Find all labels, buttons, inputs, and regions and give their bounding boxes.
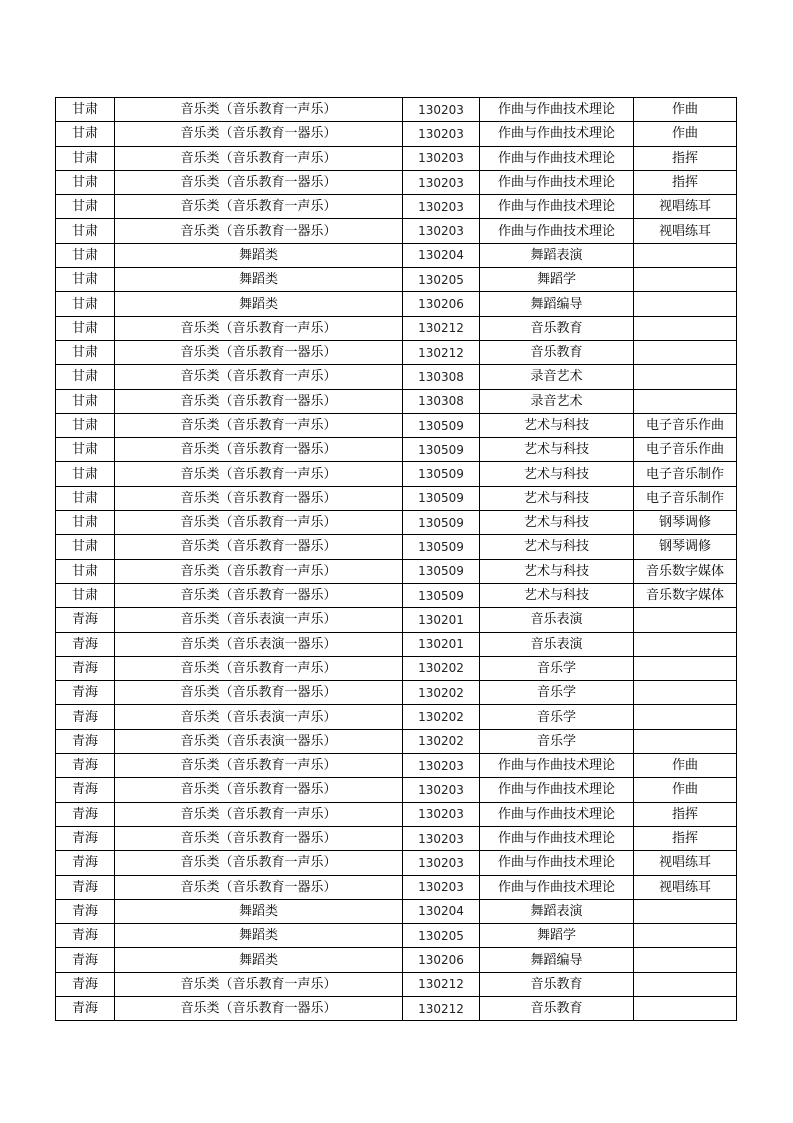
- category-cell: 音乐类（音乐教育一声乐）: [115, 851, 403, 875]
- direction-cell: 作曲: [634, 98, 737, 122]
- major-code-cell: 130203: [403, 826, 480, 850]
- direction-cell: [634, 608, 737, 632]
- major-code-cell: 130201: [403, 632, 480, 656]
- direction-cell: 音乐数字媒体: [634, 583, 737, 607]
- table-row: [56, 462, 737, 486]
- major-code-cell: 130203: [403, 122, 480, 146]
- province-cell: 甘肃: [56, 365, 115, 389]
- category-cell: 音乐类（音乐教育一声乐）: [115, 98, 403, 122]
- table-row: [56, 729, 737, 753]
- major-code-cell: 130212: [403, 972, 480, 996]
- province-cell: 青海: [56, 632, 115, 656]
- major-code-cell: 130203: [403, 802, 480, 826]
- province-cell: 青海: [56, 802, 115, 826]
- province-cell: 甘肃: [56, 316, 115, 340]
- table-row: [56, 972, 737, 996]
- major-code-cell: 130202: [403, 681, 480, 705]
- province-cell: 青海: [56, 851, 115, 875]
- province-cell: 甘肃: [56, 389, 115, 413]
- category-cell: 音乐类（音乐教育一声乐）: [115, 511, 403, 535]
- category-cell: 音乐类（音乐教育一器乐）: [115, 583, 403, 607]
- table-row: [56, 559, 737, 583]
- major-code-cell: 130202: [403, 656, 480, 680]
- major-name-cell: 音乐教育: [480, 996, 634, 1020]
- category-cell: 舞蹈类: [115, 948, 403, 972]
- major-name-cell: 作曲与作曲技术理论: [480, 170, 634, 194]
- category-cell: 音乐类（音乐表演一声乐）: [115, 705, 403, 729]
- category-cell: 舞蹈类: [115, 292, 403, 316]
- table-row: [56, 195, 737, 219]
- direction-cell: 音乐数字媒体: [634, 559, 737, 583]
- direction-cell: 作曲: [634, 754, 737, 778]
- table-row: [56, 924, 737, 948]
- direction-cell: [634, 996, 737, 1020]
- province-cell: 青海: [56, 996, 115, 1020]
- table-row: [56, 802, 737, 826]
- direction-cell: 指挥: [634, 802, 737, 826]
- major-name-cell: 作曲与作曲技术理论: [480, 875, 634, 899]
- major-name-cell: 艺术与科技: [480, 535, 634, 559]
- province-cell: 青海: [56, 899, 115, 923]
- direction-cell: [634, 365, 737, 389]
- direction-cell: [634, 243, 737, 267]
- province-cell: 甘肃: [56, 268, 115, 292]
- major-code-cell: 130509: [403, 559, 480, 583]
- province-cell: 甘肃: [56, 122, 115, 146]
- major-name-cell: 舞蹈编导: [480, 292, 634, 316]
- category-cell: 音乐类（音乐教育一声乐）: [115, 316, 403, 340]
- table-row: [56, 340, 737, 364]
- major-name-cell: 艺术与科技: [480, 511, 634, 535]
- direction-cell: 视唱练耳: [634, 875, 737, 899]
- direction-cell: 电子音乐制作: [634, 462, 737, 486]
- province-cell: 青海: [56, 948, 115, 972]
- major-code-cell: 130205: [403, 268, 480, 292]
- major-name-cell: 艺术与科技: [480, 462, 634, 486]
- province-cell: 青海: [56, 778, 115, 802]
- province-cell: 甘肃: [56, 195, 115, 219]
- major-name-cell: 艺术与科技: [480, 559, 634, 583]
- category-cell: 舞蹈类: [115, 243, 403, 267]
- direction-cell: 视唱练耳: [634, 851, 737, 875]
- direction-cell: 指挥: [634, 146, 737, 170]
- direction-cell: [634, 729, 737, 753]
- major-name-cell: 音乐教育: [480, 340, 634, 364]
- province-cell: 甘肃: [56, 170, 115, 194]
- major-name-cell: 作曲与作曲技术理论: [480, 195, 634, 219]
- major-name-cell: 音乐教育: [480, 316, 634, 340]
- direction-cell: 指挥: [634, 826, 737, 850]
- major-code-cell: 130509: [403, 413, 480, 437]
- major-code-cell: 130308: [403, 389, 480, 413]
- major-name-cell: 音乐教育: [480, 972, 634, 996]
- table-row: [56, 170, 737, 194]
- major-code-cell: 130509: [403, 438, 480, 462]
- major-name-cell: 舞蹈表演: [480, 899, 634, 923]
- direction-cell: [634, 948, 737, 972]
- province-cell: 青海: [56, 754, 115, 778]
- major-name-cell: 作曲与作曲技术理论: [480, 778, 634, 802]
- major-code-cell: 130203: [403, 195, 480, 219]
- category-cell: 音乐类（音乐教育一声乐）: [115, 146, 403, 170]
- major-code-cell: 130212: [403, 316, 480, 340]
- major-code-cell: 130204: [403, 243, 480, 267]
- major-code-cell: 130203: [403, 170, 480, 194]
- major-code-cell: 130203: [403, 851, 480, 875]
- major-name-cell: 作曲与作曲技术理论: [480, 122, 634, 146]
- direction-cell: [634, 972, 737, 996]
- major-code-cell: 130203: [403, 146, 480, 170]
- major-code-cell: 130509: [403, 462, 480, 486]
- major-code-cell: 130202: [403, 729, 480, 753]
- direction-cell: [634, 681, 737, 705]
- province-cell: 甘肃: [56, 340, 115, 364]
- province-cell: 甘肃: [56, 146, 115, 170]
- category-cell: 舞蹈类: [115, 899, 403, 923]
- category-cell: 音乐类（音乐表演一声乐）: [115, 608, 403, 632]
- major-name-cell: 舞蹈学: [480, 268, 634, 292]
- category-cell: 音乐类（音乐表演一器乐）: [115, 729, 403, 753]
- category-cell: 音乐类（音乐教育一器乐）: [115, 122, 403, 146]
- major-name-cell: 作曲与作曲技术理论: [480, 219, 634, 243]
- province-cell: 甘肃: [56, 511, 115, 535]
- category-cell: 音乐类（音乐教育一器乐）: [115, 340, 403, 364]
- category-cell: 舞蹈类: [115, 924, 403, 948]
- province-cell: 甘肃: [56, 438, 115, 462]
- direction-cell: [634, 924, 737, 948]
- direction-cell: [634, 899, 737, 923]
- direction-cell: 视唱练耳: [634, 195, 737, 219]
- category-cell: 音乐类（音乐教育一声乐）: [115, 365, 403, 389]
- table-row: [56, 292, 737, 316]
- major-name-cell: 作曲与作曲技术理论: [480, 754, 634, 778]
- major-code-cell: 130202: [403, 705, 480, 729]
- major-name-cell: 艺术与科技: [480, 438, 634, 462]
- category-cell: 音乐类（音乐教育一器乐）: [115, 681, 403, 705]
- major-code-cell: 130509: [403, 511, 480, 535]
- table-row: [56, 413, 737, 437]
- table-row: [56, 705, 737, 729]
- table-row: [56, 122, 737, 146]
- category-cell: 音乐类（音乐教育一声乐）: [115, 559, 403, 583]
- category-cell: 音乐类（音乐教育一器乐）: [115, 170, 403, 194]
- table-row: [56, 146, 737, 170]
- direction-cell: 电子音乐作曲: [634, 438, 737, 462]
- table-row: [56, 98, 737, 122]
- table-row: [56, 778, 737, 802]
- major-code-cell: 130203: [403, 98, 480, 122]
- table-row: [56, 851, 737, 875]
- major-name-cell: 作曲与作曲技术理论: [480, 826, 634, 850]
- table-row: [56, 826, 737, 850]
- table-row: [56, 219, 737, 243]
- direction-cell: 指挥: [634, 170, 737, 194]
- major-code-cell: 130212: [403, 996, 480, 1020]
- direction-cell: 作曲: [634, 122, 737, 146]
- major-name-cell: 舞蹈编导: [480, 948, 634, 972]
- major-name-cell: 艺术与科技: [480, 413, 634, 437]
- table-row: [56, 656, 737, 680]
- major-name-cell: 音乐学: [480, 681, 634, 705]
- direction-cell: 作曲: [634, 778, 737, 802]
- table-row: [56, 583, 737, 607]
- category-cell: 音乐类（音乐教育一器乐）: [115, 535, 403, 559]
- category-cell: 音乐类（音乐教育一声乐）: [115, 802, 403, 826]
- direction-cell: [634, 656, 737, 680]
- category-cell: 舞蹈类: [115, 268, 403, 292]
- major-code-cell: 130203: [403, 754, 480, 778]
- major-name-cell: 艺术与科技: [480, 486, 634, 510]
- direction-cell: [634, 316, 737, 340]
- table-row: [56, 754, 737, 778]
- major-name-cell: 音乐学: [480, 705, 634, 729]
- major-code-cell: 130509: [403, 535, 480, 559]
- province-cell: 甘肃: [56, 413, 115, 437]
- major-code-cell: 130203: [403, 875, 480, 899]
- table-row: [56, 608, 737, 632]
- table-row: [56, 632, 737, 656]
- province-cell: 甘肃: [56, 243, 115, 267]
- category-cell: 音乐类（音乐教育一器乐）: [115, 389, 403, 413]
- category-cell: 音乐类（音乐教育一器乐）: [115, 996, 403, 1020]
- major-name-cell: 艺术与科技: [480, 583, 634, 607]
- province-cell: 青海: [56, 972, 115, 996]
- table-row: [56, 486, 737, 510]
- province-cell: 甘肃: [56, 98, 115, 122]
- table-row: [56, 681, 737, 705]
- major-name-cell: 音乐表演: [480, 632, 634, 656]
- province-cell: 甘肃: [56, 219, 115, 243]
- direction-cell: [634, 268, 737, 292]
- table-row: [56, 365, 737, 389]
- major-code-cell: 130206: [403, 948, 480, 972]
- major-name-cell: 音乐学: [480, 656, 634, 680]
- province-cell: 青海: [56, 875, 115, 899]
- direction-cell: [634, 632, 737, 656]
- table-row: [56, 316, 737, 340]
- table-row: [56, 899, 737, 923]
- category-cell: 音乐类（音乐教育一声乐）: [115, 195, 403, 219]
- direction-cell: 电子音乐作曲: [634, 413, 737, 437]
- direction-cell: [634, 705, 737, 729]
- table-row: [56, 438, 737, 462]
- category-cell: 音乐类（音乐教育一声乐）: [115, 754, 403, 778]
- direction-cell: [634, 340, 737, 364]
- category-cell: 音乐类（音乐教育一声乐）: [115, 413, 403, 437]
- major-name-cell: 录音艺术: [480, 365, 634, 389]
- category-cell: 音乐类（音乐教育一声乐）: [115, 462, 403, 486]
- direction-cell: 视唱练耳: [634, 219, 737, 243]
- direction-cell: 钢琴调修: [634, 535, 737, 559]
- major-name-cell: 作曲与作曲技术理论: [480, 146, 634, 170]
- province-cell: 青海: [56, 681, 115, 705]
- major-name-cell: 舞蹈表演: [480, 243, 634, 267]
- table-row: [56, 511, 737, 535]
- major-code-cell: 130201: [403, 608, 480, 632]
- category-cell: 音乐类（音乐教育一声乐）: [115, 656, 403, 680]
- direction-cell: [634, 292, 737, 316]
- admission-table: [55, 97, 737, 1021]
- province-cell: 甘肃: [56, 559, 115, 583]
- province-cell: 青海: [56, 924, 115, 948]
- major-name-cell: 录音艺术: [480, 389, 634, 413]
- province-cell: 青海: [56, 608, 115, 632]
- major-code-cell: 130509: [403, 486, 480, 510]
- province-cell: 甘肃: [56, 292, 115, 316]
- major-code-cell: 130206: [403, 292, 480, 316]
- table-row: [56, 389, 737, 413]
- province-cell: 甘肃: [56, 583, 115, 607]
- table-row: [56, 535, 737, 559]
- category-cell: 音乐类（音乐教育一器乐）: [115, 438, 403, 462]
- category-cell: 音乐类（音乐表演一器乐）: [115, 632, 403, 656]
- category-cell: 音乐类（音乐教育一声乐）: [115, 972, 403, 996]
- major-code-cell: 130509: [403, 583, 480, 607]
- province-cell: 甘肃: [56, 462, 115, 486]
- table-row: [56, 996, 737, 1020]
- province-cell: 甘肃: [56, 486, 115, 510]
- table-row: [56, 243, 737, 267]
- major-code-cell: 130203: [403, 219, 480, 243]
- category-cell: 音乐类（音乐教育一器乐）: [115, 826, 403, 850]
- major-name-cell: 舞蹈学: [480, 924, 634, 948]
- major-code-cell: 130205: [403, 924, 480, 948]
- table-row: [56, 948, 737, 972]
- major-name-cell: 音乐学: [480, 729, 634, 753]
- major-name-cell: 作曲与作曲技术理论: [480, 98, 634, 122]
- province-cell: 甘肃: [56, 535, 115, 559]
- category-cell: 音乐类（音乐教育一器乐）: [115, 219, 403, 243]
- category-cell: 音乐类（音乐教育一器乐）: [115, 875, 403, 899]
- category-cell: 音乐类（音乐教育一器乐）: [115, 486, 403, 510]
- province-cell: 青海: [56, 729, 115, 753]
- major-name-cell: 音乐表演: [480, 608, 634, 632]
- province-cell: 青海: [56, 705, 115, 729]
- table-row: [56, 268, 737, 292]
- major-code-cell: 130308: [403, 365, 480, 389]
- category-cell: 音乐类（音乐教育一器乐）: [115, 778, 403, 802]
- province-cell: 青海: [56, 656, 115, 680]
- major-name-cell: 作曲与作曲技术理论: [480, 802, 634, 826]
- major-code-cell: 130204: [403, 899, 480, 923]
- direction-cell: 钢琴调修: [634, 511, 737, 535]
- direction-cell: [634, 389, 737, 413]
- table-body: [56, 98, 737, 1021]
- table-row: [56, 875, 737, 899]
- direction-cell: 电子音乐制作: [634, 486, 737, 510]
- major-code-cell: 130212: [403, 340, 480, 364]
- major-name-cell: 作曲与作曲技术理论: [480, 851, 634, 875]
- major-code-cell: 130203: [403, 778, 480, 802]
- province-cell: 青海: [56, 826, 115, 850]
